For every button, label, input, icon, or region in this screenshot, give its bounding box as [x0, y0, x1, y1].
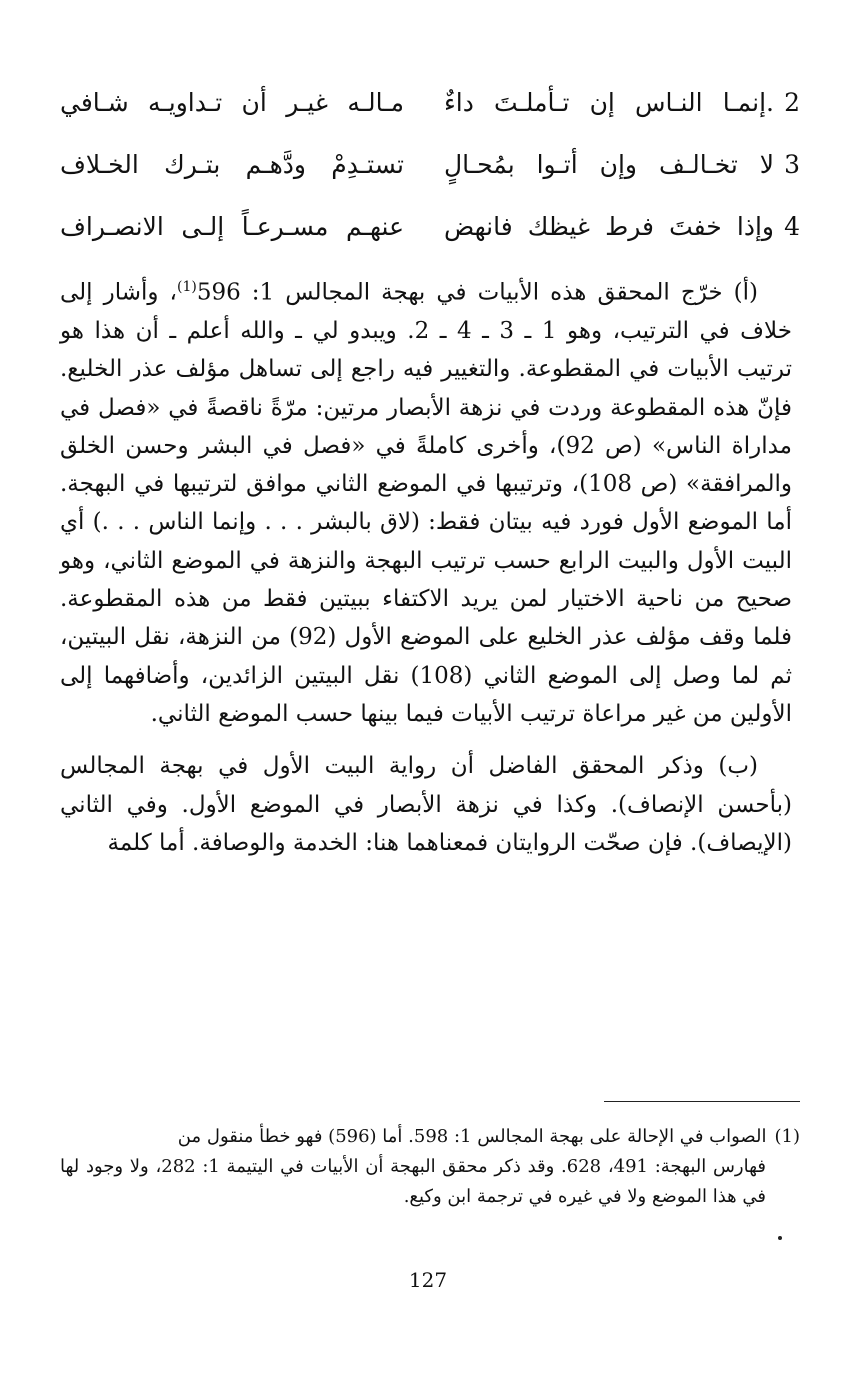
- footnote-reference: (1): [176, 279, 197, 295]
- ink-dot: [778, 1236, 782, 1240]
- paragraph-a: [60, 268, 792, 733]
- page-number: 127: [408, 1268, 448, 1292]
- paragraph-a-rest: ، وأشار إلى خلاف في الترتيب، وهو 1 ـ 3 ـ 4 ـ 2. ويبدو لي ـ والله أعلم ـ أن هذا هو ترتيب الأبيات في المقطوعة. والتغيير فيه راجع إلى تساهل مؤلف عذر الخليع. فإنّ هذه المقطوعة وردت في نزهة الأبصار مرتين: مرّةً ناقصةً في «فصل في مداراة الناس» (ص 92)، وأخرى كاملةً في «فصل في البشر وحسن الخلق والمرافقة» (ص 108)، وترتيبها في الموضع الثاني موافق لترتيبها في البهجة. أما الموضع الأول فورد فيه بيتان فقط: (لاق بالبشر . . . وإنما الناس . . .) أي البيت الأول والبيت الرابع حسب ترتيب البهجة والنزهة في الموضع الثاني، وهو صحيح من ناحية الاختيار لمن يريد الاكتفاء ببيتين فقط من هذه المقطوعة. فلما وقف مؤلف عذر الخليع على الموضع الأول (92) من النزهة، نقل البيتين، ثم لما وصل إلى الموضع الثاني (108) نقل البيتين الزائدين، وأضافهما إلى الأولين من غير مراعاة ترتيب الأبيات فيما بينها حسب الموضع الثاني.: [60, 279, 792, 727]
- verse-number: 2: [784, 88, 800, 117]
- verse-first-hemistich: .إنمـا النـاس إن تـأملـتَ داءٌ: [444, 88, 774, 117]
- poem-verses: [60, 88, 800, 274]
- verse-number: 3: [784, 150, 800, 179]
- verse-line: [60, 88, 800, 150]
- paragraph-b: (ب) وذكر المحقق الفاضل أن رواية البيت الأول في بهجة المجالس (بأحسن الإنصاف). وكذا في نزهة الأبصار في الموضع الأول. وفي الثاني (الإيصاف). فإن صحّت الروايتان فمعناهما هنا: الخدمة والوصافة. أما كلمة: [60, 753, 792, 856]
- footnote-first-line: الصواب في الإحالة على بهجة المجالس 1: 598. أما (596) فهو خطأ منقول من: [177, 1126, 767, 1147]
- verse-second-hemistich: تستـدِمْ ودَّهـم بتـرك الخـلاف: [60, 150, 404, 179]
- verse-first-hemistich: وإذا خفتَ فرط غيظك فانهض: [444, 212, 774, 241]
- commentary: [60, 268, 792, 862]
- verse-second-hemistich: عنهـم مسـرعـاً إلـى الانصـراف: [60, 212, 404, 241]
- verse-first-hemistich: لا تخـالـف وإن أتـوا بمُحـالٍ: [444, 150, 774, 179]
- footnote-separator: [604, 1101, 800, 1102]
- paragraph-a-start: (أ) خرّج المحقق هذه الأبيات في بهجة المجالس 1: 596: [196, 279, 758, 306]
- footnote-continuation: فهارس البهجة: 491، 628. وقد ذكر محقق البهجة أن الأبيات في اليتيمة 1: 282، ولا وجود لها في هذا الموضع ولا في غيره في ترجمة ابن وكيع.: [60, 1156, 766, 1207]
- verse-second-hemistich: مـالـه غيـر أن تـداويـه شـافي: [60, 88, 404, 117]
- footnote: [60, 1122, 800, 1212]
- verse-line: [60, 150, 800, 212]
- verse-line: [60, 212, 800, 274]
- footnote-number: (1): [774, 1126, 800, 1147]
- verse-number: 4: [784, 212, 800, 241]
